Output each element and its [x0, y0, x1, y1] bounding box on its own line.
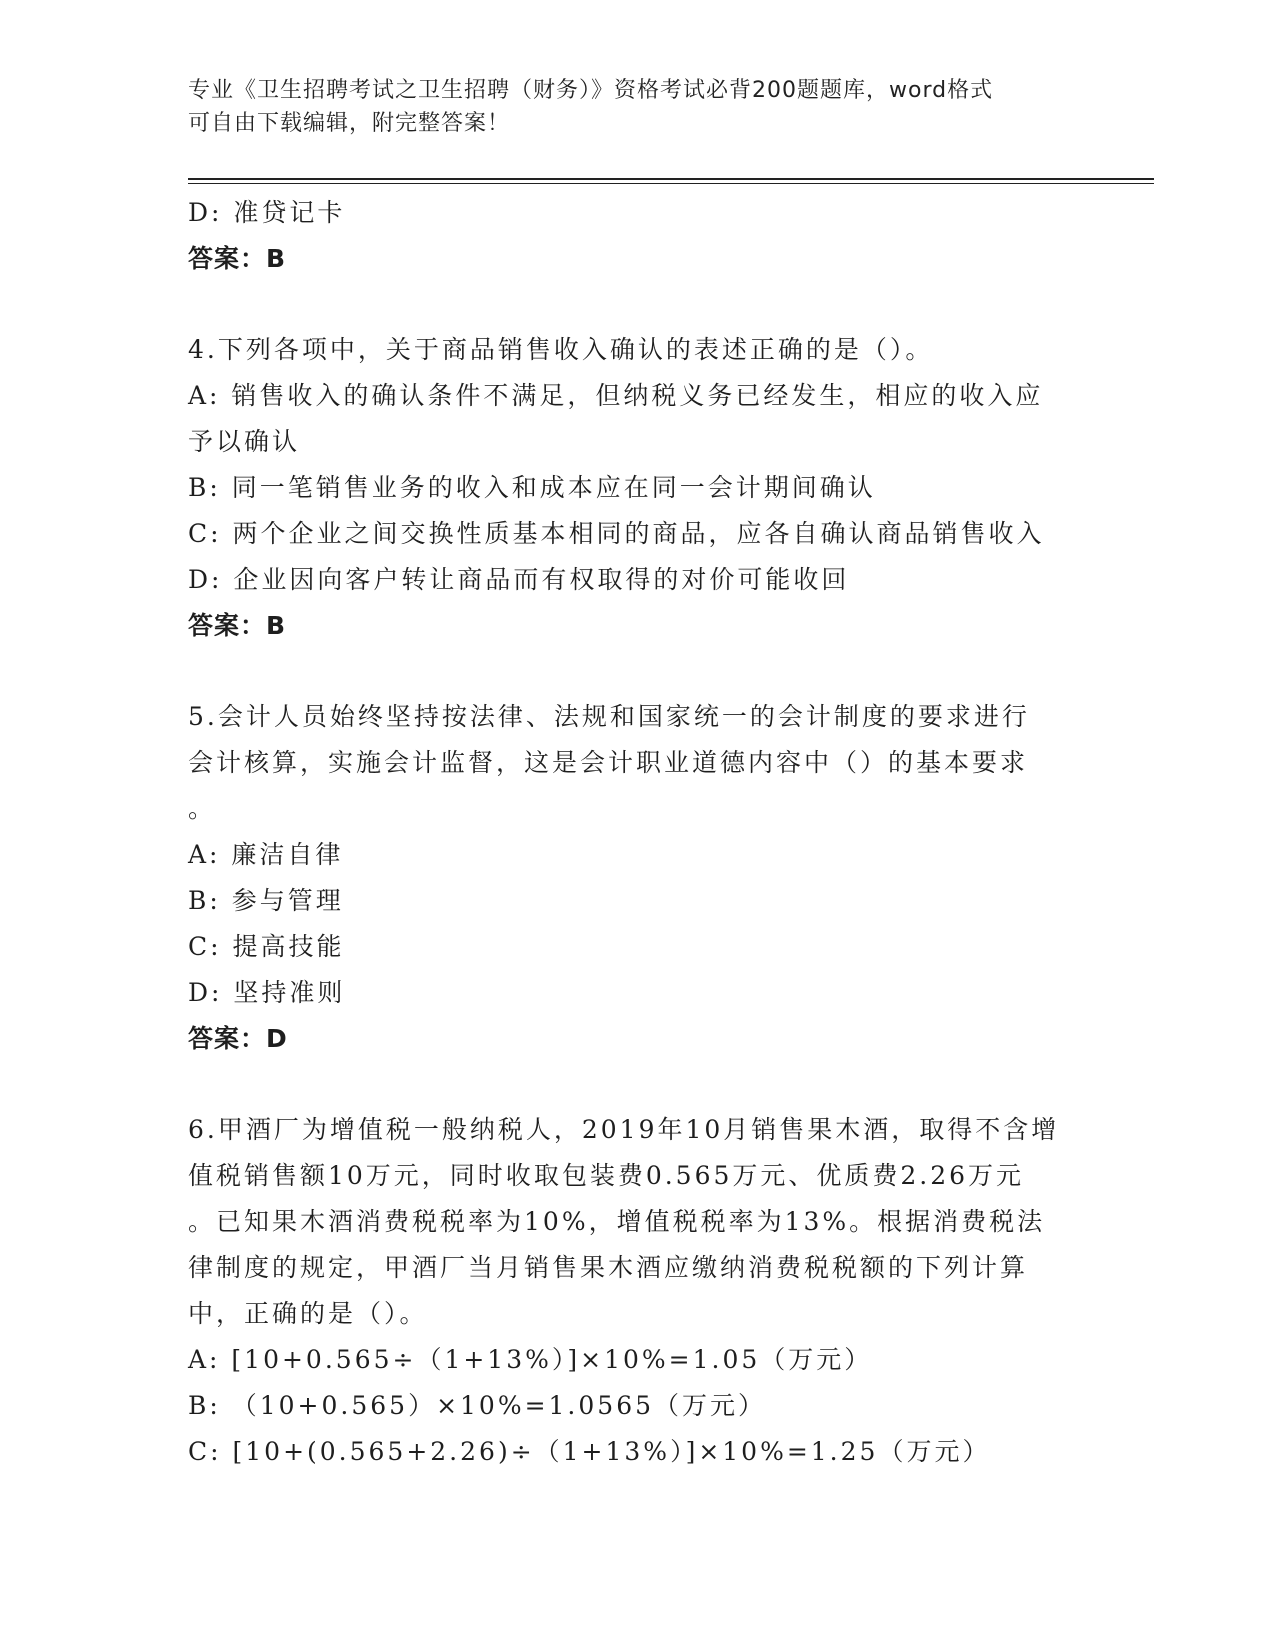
question-6-option-c: C: [10+(0.565+2.26)÷（1+13%）]×10%=1.25（万元）: [188, 1437, 991, 1466]
question-3-answer: 答案：B: [188, 244, 287, 273]
question-5-stem-line-3: 。: [188, 794, 217, 823]
question-6-option-a: A: [10+0.565÷（1+13%）]×10%=1.05（万元）: [188, 1345, 873, 1374]
question-content: [188, 190, 1088, 1475]
question-5-option-a: A: 廉洁自律: [188, 840, 344, 869]
question-4-option-a: A: 销售收入的确认条件不满足，但纳税义务已经发生，相应的收入应: [188, 381, 1044, 410]
question-6-stem-line-4: 律制度的规定，甲酒厂当月销售果木酒应缴纳消费税税额的下列计算: [188, 1253, 1029, 1282]
question-4-answer: 答案：B: [188, 611, 287, 640]
question-6-option-b: B: （10+0.565）×10%=1.0565（万元）: [188, 1391, 767, 1420]
question-3-tail: [188, 190, 1088, 282]
question-4: [188, 327, 1088, 649]
question-6-stem-line-3: 。已知果木酒消费税税率为10%，增值税税率为13%。根据消费税法: [188, 1207, 1046, 1236]
question-4-option-b: B: 同一笔销售业务的收入和成本应在同一会计期间确认: [188, 473, 876, 502]
question-4-option-d: D: 企业因向客户转让商品而有权取得的对价可能收回: [188, 565, 850, 594]
question-6-stem-line-2: 值税销售额10万元，同时收取包装费0.565万元、优质费2.26万元: [188, 1161, 1025, 1190]
question-6: [188, 1107, 1088, 1475]
question-3-option-d: D: 准贷记卡: [188, 198, 346, 227]
document-header: [188, 74, 1068, 140]
question-4-option-c: C: 两个企业之间交换性质基本相同的商品，应各自确认商品销售收入: [188, 519, 1045, 548]
question-5-option-c: C: 提高技能: [188, 932, 345, 961]
spacer: [188, 1062, 1088, 1107]
header-divider-thin: [188, 183, 1154, 184]
question-6-stem-line-5: 中，正确的是（）。: [188, 1299, 428, 1328]
question-5-stem-line-1: 5.会计人员始终坚持按法律、法规和国家统一的会计制度的要求进行: [188, 702, 1030, 731]
question-5-option-b: B: 参与管理: [188, 886, 344, 915]
question-4-stem: 4.下列各项中，关于商品销售收入确认的表述正确的是（）。: [188, 335, 934, 364]
header-title-line-2: 可自由下载编辑，附完整答案！: [188, 111, 511, 136]
question-5: [188, 694, 1088, 1062]
question-6-stem-line-1: 6.甲酒厂为增值税一般纳税人，2019年10月销售果木酒，取得不含增: [188, 1115, 1060, 1144]
spacer: [188, 649, 1088, 694]
header-title-line-1: 专业《卫生招聘考试之卫生招聘（财务）》资格考试必背200题题库，word格式: [188, 78, 994, 103]
question-4-option-a-continued: 予以确认: [188, 427, 301, 456]
spacer: [188, 282, 1088, 327]
header-divider-thick: [188, 178, 1154, 180]
question-5-answer: 答案：D: [188, 1024, 288, 1053]
question-5-stem-line-2: 会计核算，实施会计监督，这是会计职业道德内容中（）的基本要求: [188, 748, 1029, 777]
question-5-option-d: D: 坚持准则: [188, 978, 346, 1007]
